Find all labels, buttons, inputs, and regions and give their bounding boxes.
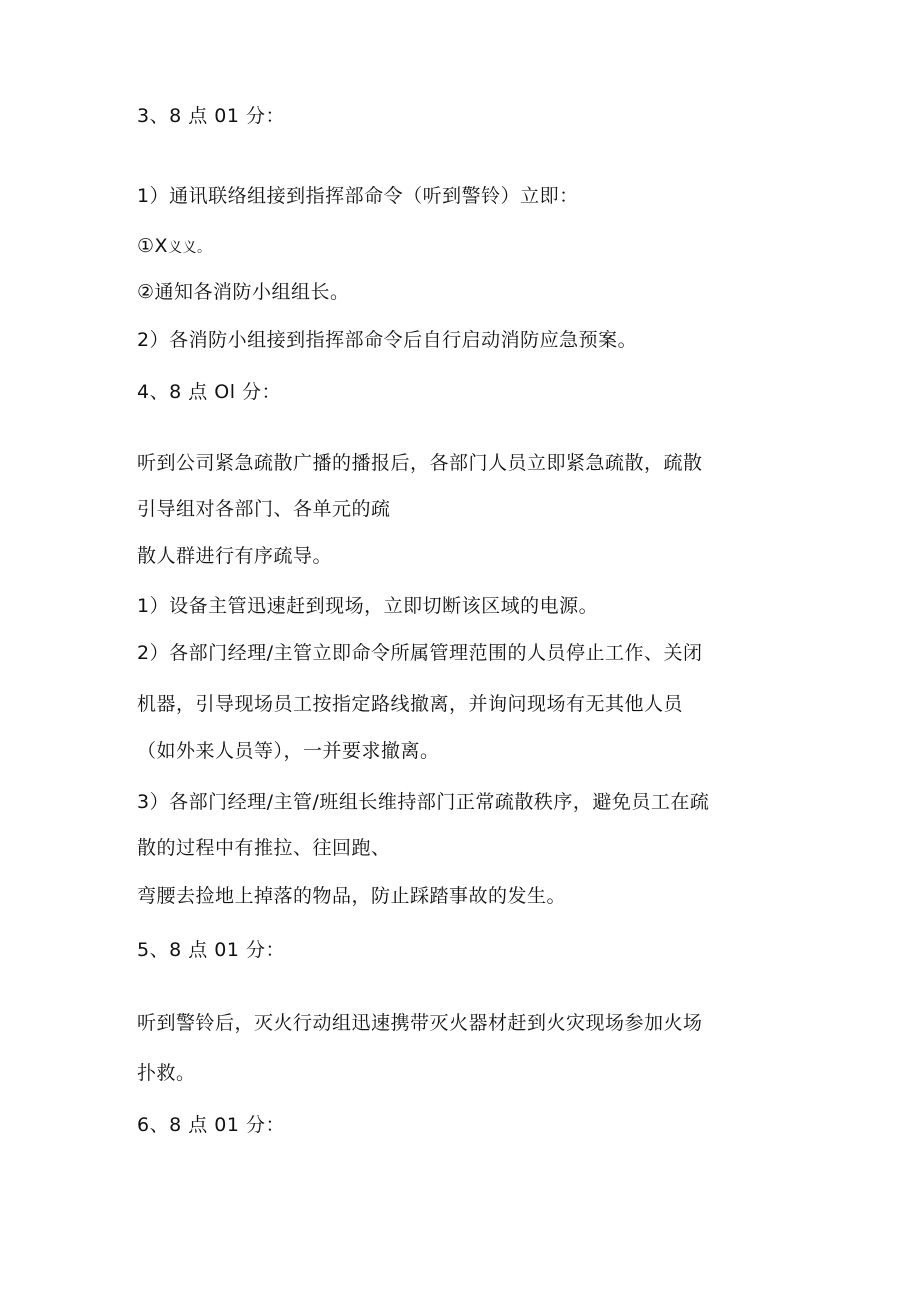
paragraph-line: 听到警铃后，灭火行动组迅速携带灭火器材赶到火灾现场参加火场: [137, 1012, 703, 1034]
paragraph-line: 1）设备主管迅速赶到现场，立即切断该区域的电源。: [137, 595, 599, 617]
paragraph-line: 3）各部门经理/主管/班组长维持部门正常疏散秩序，避免员工在疏: [137, 791, 710, 813]
paragraph-line: （如外来人员等），一并要求撤离。: [137, 740, 440, 762]
heading-step-4: 4、8 点 Ol 分：: [137, 381, 282, 403]
paragraph-line: 散人群进行有序疏导。: [137, 545, 333, 567]
paragraph-line: ②通知各消防小组组长。: [137, 281, 350, 303]
paragraph-line: 机器，引导现场员工按指定路线撤离，并询问现场有无其他人员: [137, 693, 684, 715]
paragraph-line: 引导组对各部门、各单元的疏: [137, 498, 391, 520]
paragraph-line: 2）各消防小组接到指挥部命令后自行启动消防应急预案。: [137, 329, 638, 351]
paragraph-line: 1）通讯联络组接到指挥部命令（听到警铃）立即：: [137, 185, 579, 207]
paragraph-line: 2）各部门经理/主管立即命令所属管理范围的人员停止工作、关闭: [137, 642, 703, 664]
list-item-1-text: ①X: [137, 235, 169, 257]
heading-step-5: 5、8 点 01 分：: [137, 939, 285, 961]
paragraph-line: [137, 234, 212, 260]
heading-step-3: 3、8 点 01 分：: [137, 105, 285, 127]
paragraph-line: 弯腰去捡地上掉落的物品，防止踩踏事故的发生。: [137, 885, 567, 907]
paragraph-line: 扑救。: [137, 1062, 196, 1084]
paragraph-line: 散的过程中有推拉、往回跑、: [137, 837, 391, 859]
heading-step-6: 6、8 点 01 分：: [137, 1114, 285, 1136]
paragraph-line: 听到公司紧急疏散广播的播报后，各部门人员立即紧急疏散，疏散: [137, 452, 703, 474]
list-item-1-suffix: 义义。: [168, 240, 212, 256]
